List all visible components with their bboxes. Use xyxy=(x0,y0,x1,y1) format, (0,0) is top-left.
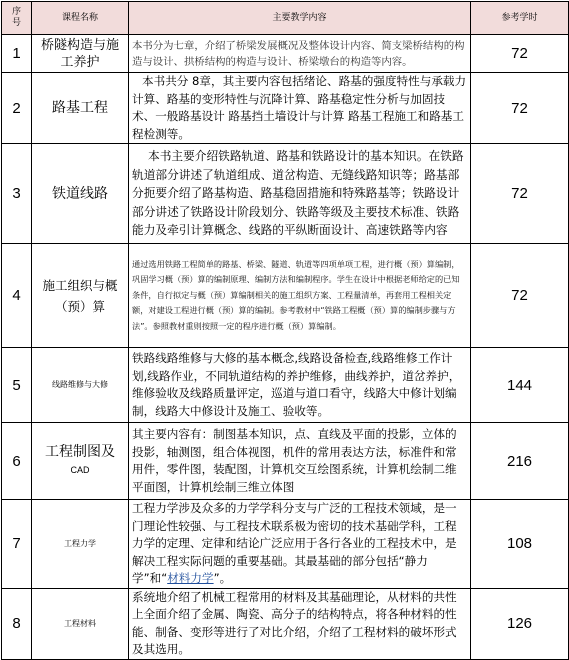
table-row xyxy=(2,35,569,73)
table-row xyxy=(2,348,569,423)
course-hours: 216 xyxy=(471,423,569,500)
header-no xyxy=(2,2,32,35)
course-content: 本书分为七章，介绍了桥梁发展概况及整体设计内容、简支梁桥结构的构造与设计、拱桥结构的构造与设计、桥梁墩台的构造等内容。 xyxy=(129,35,471,73)
table-row xyxy=(2,144,569,244)
header-no-label: 序号 xyxy=(11,7,21,28)
course-name: 工程材料 xyxy=(32,588,129,659)
course-content: 系统地介绍了机械工程常用的材料及其基础理论，从材料的共性上全面介绍了金属、陶瓷、高分子的结构特点，将各种材料的性能、制备、变形等进行了对比介绍，介绍了工程材料的破坏形式及其选用。 xyxy=(129,588,471,659)
table-row xyxy=(2,588,569,659)
header-row xyxy=(2,2,569,35)
row-no: 4 xyxy=(2,244,32,348)
course-name: 路基工程 xyxy=(32,73,129,144)
table-row xyxy=(2,73,569,144)
table-row xyxy=(2,244,569,348)
header-hours: 参考学时 xyxy=(471,2,569,35)
course-name-line2: CAD xyxy=(70,465,90,475)
course-content-text: 工程力学涉及众多的力学学科分支与广泛的工程技术领域，是一门理论性较强、与工程技术联系极为密切的技术基础学科，工程力学的定理、定律和结论广泛应用于各行各业的工程技术中，是解决工程实际问题的重要基础。其最基础的部分包括“静力学”和“ xyxy=(132,501,457,585)
row-no: 7 xyxy=(2,500,32,589)
course-name: 施工组织与概（预）算 xyxy=(32,244,129,348)
course-hours: 72 xyxy=(471,35,569,73)
table-row xyxy=(2,423,569,500)
course-name xyxy=(32,423,129,500)
course-hours: 72 xyxy=(471,73,569,144)
course-hours: 126 xyxy=(471,588,569,659)
course-content: 通过选用铁路工程简单的路基、桥梁、隧道、轨道等四项单项工程，进行概（预）算编制，巩固学习概（预）算的编制原理、编制方法和编制程序。学生在设计中根据老师给定的已知条件，自行拟定与概（预）算编制相关的施工组织方案、工程量清单，再套用工程相关定额，对建设工程进行概（预）算的编制。参考教材中“铁路工程概（预）算的编制步骤与方法”。参照教材重则按照一定的程序进行概（预）算编制。 xyxy=(129,244,471,348)
course-name: 桥隧构造与施工养护 xyxy=(32,35,129,73)
header-name: 课程名称 xyxy=(32,2,129,35)
course-name: 线路维修与大修 xyxy=(32,348,129,423)
table-header xyxy=(2,2,569,35)
course-content: 本书共分 8章，其主要内容包括绪论、路基的强度特性与承载力计算、路基的变形特性与沉降计算、路基稳定性分析与加固技术、一般路基设计 路基挡土墙设计与计算 路基工程施工和路基工程检测等。 xyxy=(129,73,471,144)
course-hours: 144 xyxy=(471,348,569,423)
course-hours: 72 xyxy=(471,144,569,244)
course-hours: 72 xyxy=(471,244,569,348)
header-content: 主要教学内容 xyxy=(129,2,471,35)
course-name: 铁道线路 xyxy=(32,144,129,244)
row-no: 2 xyxy=(2,73,32,144)
row-no: 8 xyxy=(2,588,32,659)
row-no: 6 xyxy=(2,423,32,500)
course-hours: 108 xyxy=(471,500,569,589)
table-row xyxy=(2,500,569,589)
course-name: 工程力学 xyxy=(32,500,129,589)
row-no: 5 xyxy=(2,348,32,423)
course-name-line1: 工程制图及 xyxy=(45,444,115,460)
course-content-end: ”。 xyxy=(213,571,232,585)
materials-mechanics-link[interactable]: 材料力学 xyxy=(167,571,214,585)
course-content: 其主要内容有：制图基本知识，点、直线及平面的投影，立体的投影，轴测图，组合体视图，机件的常用表达方法，标准件和常用件，零件图，装配图，计算机交互绘图系统，计算机绘制二维平面图，计算机绘制三维立体图 xyxy=(129,423,471,500)
course-content xyxy=(129,500,471,589)
course-table xyxy=(1,1,569,660)
row-no: 1 xyxy=(2,35,32,73)
course-content: 本书主要介绍铁路轨道、路基和铁路设计的基本知识。在铁路轨道部分讲述了轨道组成、道岔构造、无缝线路知识等；路基部分扼要介绍了路基构造、路基稳固措施和特殊路基等；铁路设计部分讲述了铁路设计阶段划分、铁路等级及主要技术标准、铁路能力及牵引计算概念、线路的平纵断面设计、高速铁路等内容 xyxy=(129,144,471,244)
row-no: 3 xyxy=(2,144,32,244)
course-content: 铁路线路维修与大修的基本概念,线路设备检查,线路维修工作计划,线路作业，不同轨道结构的养护维修，曲线养护，道岔养护，维修验收及线路质量评定，巡道与道口看守，线路大中修计划编制，线路大中修设计及施工、验收等。 xyxy=(129,348,471,423)
